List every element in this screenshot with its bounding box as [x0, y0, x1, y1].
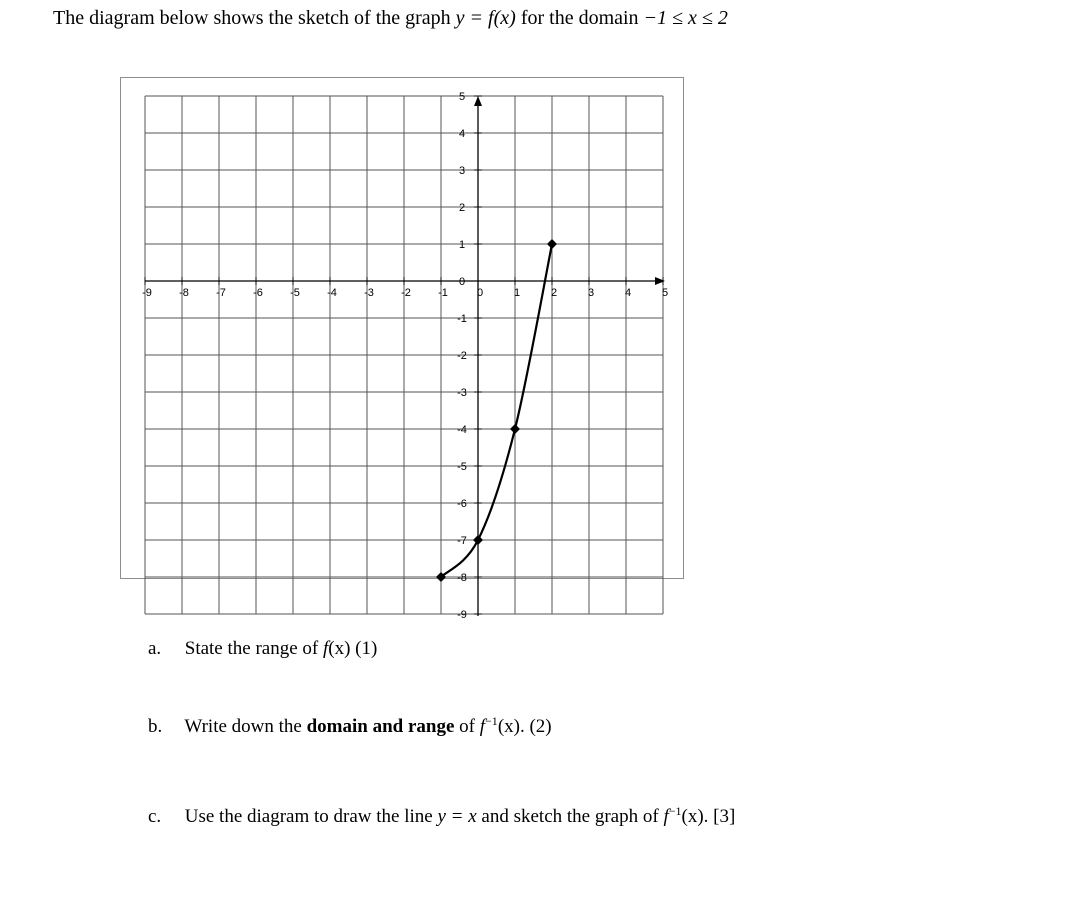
x-tick-label: -4: [327, 287, 337, 299]
x-tick-label: 0: [476, 287, 484, 299]
data-point-marker: [547, 239, 557, 249]
question-a-arg: (x): [328, 638, 351, 659]
y-tick-label: -8: [457, 572, 467, 584]
y-tick-label: -4: [457, 424, 467, 436]
question-b-mid: of: [459, 716, 475, 737]
question-c-func: f: [663, 806, 669, 827]
question-b-marks: (2): [529, 716, 552, 737]
intro-domain-expr: −1 ≤ x ≤ 2: [643, 7, 728, 29]
y-tick-label: -7: [457, 535, 467, 547]
data-point-marker: [510, 424, 520, 434]
question-b-func: f: [479, 716, 486, 737]
question-c-mid: and sketch the graph of: [481, 806, 659, 827]
question-a-marks: (1): [355, 638, 378, 659]
x-tick-label: -6: [253, 287, 263, 299]
y-tick-label: 5: [458, 91, 466, 103]
question-c-marks: [3]: [713, 806, 736, 827]
x-tick-label: 1: [513, 287, 521, 299]
y-tick-label: 3: [458, 165, 466, 177]
y-tick-label: -3: [457, 387, 467, 399]
y-tick-label: 1: [458, 239, 466, 251]
x-tick-label: -3: [364, 287, 374, 299]
question-a-label: a.: [148, 638, 162, 659]
y-tick-label: 0: [458, 276, 466, 288]
question-b-label: b.: [148, 716, 163, 737]
x-tick-label: -5: [290, 287, 300, 299]
question-c-sup: −1: [668, 804, 682, 818]
question-a-text: State the range of: [184, 638, 319, 659]
question-b: [148, 716, 552, 738]
x-tick-label: -2: [401, 287, 411, 299]
question-c: [148, 806, 735, 828]
y-tick-label: 4: [458, 128, 466, 140]
y-axis-arrow: [474, 96, 482, 106]
intro-text: [53, 7, 728, 30]
function-curve: [441, 244, 552, 577]
question-c-arg: (x).: [681, 806, 709, 827]
x-tick-label: -7: [216, 287, 226, 299]
question-b-sup: −1: [485, 714, 498, 728]
x-tick-label: -9: [142, 287, 152, 299]
y-tick-label: -2: [457, 350, 467, 362]
y-tick-label: -1: [457, 313, 467, 325]
data-point-marker: [473, 535, 483, 545]
y-tick-label: -5: [457, 461, 467, 473]
question-b-bold: domain and range: [306, 716, 455, 737]
graph-figure: [120, 77, 684, 621]
x-tick-label: 3: [587, 287, 595, 299]
question-b-text: Write down the: [184, 716, 302, 737]
question-c-text: Use the diagram to draw the line: [184, 806, 433, 827]
question-c-eq: y = x: [437, 806, 477, 827]
x-tick-label: -1: [438, 287, 448, 299]
y-tick-label: -9: [457, 609, 467, 621]
question-a: [148, 638, 377, 660]
graph-svg: [121, 78, 683, 621]
intro-equation: y = f(x): [455, 7, 516, 29]
y-tick-label: -6: [457, 498, 467, 510]
x-tick-label: 4: [624, 287, 632, 299]
x-tick-label: 5: [661, 287, 669, 299]
x-tick-label: 2: [550, 287, 558, 299]
x-tick-label: -8: [179, 287, 189, 299]
question-a-func: f: [322, 638, 329, 659]
intro-domain-text: for the domain: [520, 7, 639, 29]
question-b-arg: (x).: [497, 716, 525, 737]
intro-lead: The diagram below shows the sketch of the graph: [53, 7, 451, 29]
y-tick-label: 2: [458, 202, 466, 214]
question-c-label: c.: [148, 806, 162, 827]
